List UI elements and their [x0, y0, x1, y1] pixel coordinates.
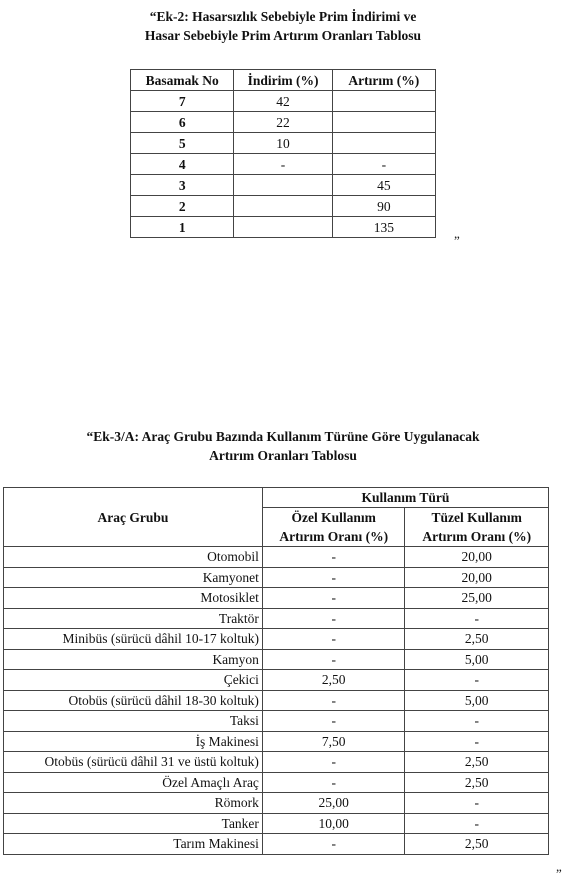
- header-tuzel-line2: Artırım Oranı (%): [422, 529, 532, 544]
- table2-close-quote: ”: [556, 866, 562, 881]
- private-rate-cell: -: [262, 547, 405, 568]
- corporate-rate-cell: -: [405, 813, 549, 834]
- vehicle-group-cell: Çekici: [4, 670, 263, 691]
- vehicle-group-cell: Tarım Makinesi: [4, 834, 263, 855]
- vehicle-group-cell: Römork: [4, 793, 263, 814]
- private-rate-cell: -: [262, 567, 405, 588]
- vehicle-group-cell: Otobüs (sürücü dâhil 18-30 koltuk): [4, 690, 263, 711]
- table-row: [131, 154, 436, 175]
- table1-header-row: [131, 70, 436, 91]
- table-row: [4, 670, 549, 691]
- private-rate-cell: -: [262, 772, 405, 793]
- table-row: [4, 752, 549, 773]
- vehicle-group-cell: İş Makinesi: [4, 731, 263, 752]
- artirim-cell: [332, 112, 435, 133]
- table-row: [131, 217, 436, 238]
- private-rate-cell: 2,50: [262, 670, 405, 691]
- private-rate-cell: 10,00: [262, 813, 405, 834]
- corporate-rate-cell: -: [405, 793, 549, 814]
- vehicle-group-cell: Minibüs (sürücü dâhil 10-17 koltuk): [4, 629, 263, 650]
- header-ozel-line1: Özel Kullanım: [291, 510, 376, 525]
- artirim-cell: 45: [332, 175, 435, 196]
- indirim-cell: [234, 217, 332, 238]
- header-artirim: Artırım (%): [332, 70, 435, 91]
- indirim-cell: [234, 175, 332, 196]
- corporate-rate-cell: 2,50: [405, 834, 549, 855]
- header-ozel-kullanim: [262, 508, 405, 547]
- corporate-rate-cell: -: [405, 608, 549, 629]
- artirim-cell: 90: [332, 196, 435, 217]
- basamak-cell: 7: [131, 91, 234, 112]
- table-row: [131, 196, 436, 217]
- table1-title-line2: Hasar Sebebiyle Prim Artırım Oranları Tablosu: [144, 28, 422, 43]
- basamak-cell: 2: [131, 196, 234, 217]
- private-rate-cell: 25,00: [262, 793, 405, 814]
- table2-header-row-1: [4, 488, 549, 508]
- indirim-cell: 10: [234, 133, 332, 154]
- header-tuzel-kullanim: [405, 508, 549, 547]
- table-row: [4, 731, 549, 752]
- corporate-rate-cell: -: [405, 670, 549, 691]
- table-row: [131, 91, 436, 112]
- artirim-cell: [332, 133, 435, 154]
- corporate-rate-cell: 20,00: [405, 567, 549, 588]
- corporate-rate-cell: 20,00: [405, 547, 549, 568]
- vehicle-group-cell: Traktör: [4, 608, 263, 629]
- header-indirim: İndirim (%): [234, 70, 332, 91]
- table1-title-line1: “Ek-2: Hasarsızlık Sebebiyle Prim İndirimi ve: [149, 9, 417, 24]
- table-row: [131, 133, 436, 154]
- header-tuzel-line1: Tüzel Kullanım: [431, 510, 522, 525]
- table2-title-line1: “Ek-3/A: Araç Grubu Bazında Kullanım Türüne Göre Uygulanacak: [86, 429, 480, 444]
- premium-rate-table: [130, 69, 436, 238]
- indirim-cell: [234, 196, 332, 217]
- basamak-cell: 3: [131, 175, 234, 196]
- artirim-cell: [332, 91, 435, 112]
- private-rate-cell: -: [262, 608, 405, 629]
- header-basamak-no: Basamak No: [131, 70, 234, 91]
- private-rate-cell: 7,50: [262, 731, 405, 752]
- corporate-rate-cell: 2,50: [405, 772, 549, 793]
- header-arac-grubu: Araç Grubu: [4, 488, 263, 547]
- table-row: [131, 112, 436, 133]
- indirim-cell: 42: [234, 91, 332, 112]
- vehicle-group-cell: Kamyon: [4, 649, 263, 670]
- vehicle-group-cell: Otomobil: [4, 547, 263, 568]
- private-rate-cell: -: [262, 649, 405, 670]
- table-row: [131, 175, 436, 196]
- artirim-cell: 135: [332, 217, 435, 238]
- private-rate-cell: -: [262, 711, 405, 732]
- vehicle-group-cell: Otobüs (sürücü dâhil 31 ve üstü koltuk): [4, 752, 263, 773]
- table-row: [4, 567, 549, 588]
- basamak-cell: 5: [131, 133, 234, 154]
- basamak-cell: 1: [131, 217, 234, 238]
- vehicle-group-cell: Motosiklet: [4, 588, 263, 609]
- table-row: [4, 649, 549, 670]
- private-rate-cell: -: [262, 752, 405, 773]
- table2-title: [0, 427, 566, 465]
- corporate-rate-cell: 2,50: [405, 629, 549, 650]
- table-row: [4, 588, 549, 609]
- header-kullanim-turu: Kullanım Türü: [262, 488, 548, 508]
- table-row: [4, 608, 549, 629]
- private-rate-cell: -: [262, 690, 405, 711]
- corporate-rate-cell: 25,00: [405, 588, 549, 609]
- indirim-cell: -: [234, 154, 332, 175]
- private-rate-cell: -: [262, 588, 405, 609]
- corporate-rate-cell: 2,50: [405, 752, 549, 773]
- table-row: [4, 834, 549, 855]
- private-rate-cell: -: [262, 629, 405, 650]
- vehicle-group-cell: Tanker: [4, 813, 263, 834]
- artirim-cell: -: [332, 154, 435, 175]
- header-ozel-line2: Artırım Oranı (%): [279, 529, 389, 544]
- corporate-rate-cell: 5,00: [405, 649, 549, 670]
- corporate-rate-cell: 5,00: [405, 690, 549, 711]
- table-row: [4, 793, 549, 814]
- corporate-rate-cell: -: [405, 731, 549, 752]
- indirim-cell: 22: [234, 112, 332, 133]
- corporate-rate-cell: -: [405, 711, 549, 732]
- table1-title: [0, 7, 566, 45]
- table-row: [4, 690, 549, 711]
- basamak-cell: 6: [131, 112, 234, 133]
- vehicle-group-rate-table: [3, 487, 549, 855]
- vehicle-group-cell: Taksi: [4, 711, 263, 732]
- table-row: [4, 772, 549, 793]
- table2-title-line2: Artırım Oranları Tablosu: [209, 448, 357, 463]
- table-row: [4, 629, 549, 650]
- vehicle-group-cell: Özel Amaçlı Araç: [4, 772, 263, 793]
- table-row: [4, 711, 549, 732]
- private-rate-cell: -: [262, 834, 405, 855]
- table-row: [4, 547, 549, 568]
- table1-close-quote: ”: [454, 233, 460, 248]
- vehicle-group-cell: Kamyonet: [4, 567, 263, 588]
- basamak-cell: 4: [131, 154, 234, 175]
- table-row: [4, 813, 549, 834]
